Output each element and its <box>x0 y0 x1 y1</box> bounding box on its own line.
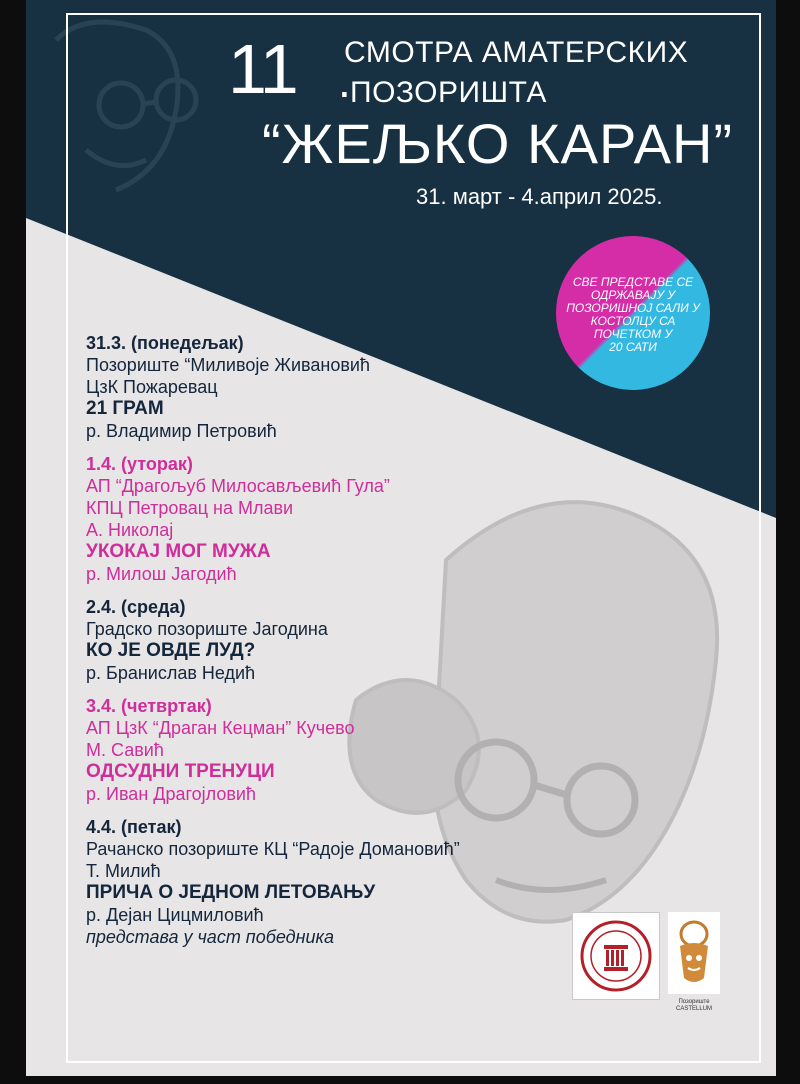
program-entry <box>86 453 606 585</box>
program-entry <box>86 695 606 805</box>
festival-title-line1: СМОТРА АМАТЕРСКИХ <box>344 36 689 69</box>
culture-centre-logo <box>572 912 660 1000</box>
entry-director: р. Милош Јагодић <box>86 564 237 584</box>
entry-date: 3.4. (четвртак) <box>86 696 212 716</box>
program-entry <box>86 332 606 442</box>
poster <box>26 0 776 1076</box>
entry-company: Позориште “Миливоје Живановић <box>86 355 370 375</box>
mask-figure-icon <box>668 912 720 994</box>
entry-play-title: УКОКАЈ МОГ МУЖА <box>86 541 271 562</box>
entry-company: Градско позориште Јагодина <box>86 619 328 639</box>
entry-director: р. Иван Драгојловић <box>86 784 256 804</box>
badge-line: ПОЗОРИШНОЈ САЛИ У <box>566 301 700 315</box>
badge-line: КОСТОЛЦУ СА <box>590 314 676 328</box>
entry-author: А. Николај <box>86 520 174 540</box>
badge-line: СВЕ ПРЕДСТАВЕ СЕ <box>572 275 694 289</box>
entry-play-title: ОДСУДНИ ТРЕНУЦИ <box>86 761 275 782</box>
entry-play-title: ПРИЧА О ЈЕДНОМ ЛЕТОВАЊУ <box>86 882 376 903</box>
festival-name: “ЖЕЉКО КАРАН” <box>262 112 734 175</box>
entry-author: Т. Милић <box>86 861 161 881</box>
program-list <box>86 332 606 959</box>
festival-number: 11 <box>228 30 297 108</box>
entry-director: р. Дејан Цицмиловић <box>86 905 264 925</box>
badge-line: ОДРЖАВАЈУ У <box>590 288 676 302</box>
entry-play-title: КО ЈЕ ОВДЕ ЛУД? <box>86 640 256 661</box>
theatre-caption-line1: Позориште <box>678 999 710 1005</box>
festival-title-line2: ПОЗОРИШТА <box>350 76 547 109</box>
entry-date: 2.4. (среда) <box>86 597 186 617</box>
theatre-logo-caption <box>664 999 724 1013</box>
columns-emblem-icon <box>573 913 659 999</box>
badge-line: 20 САТИ <box>609 340 657 354</box>
theatre-caption-line2: CASTELLUM <box>675 1006 712 1012</box>
entry-director: р. Владимир Петровић <box>86 421 277 441</box>
entry-date: 31.3. (понедељак) <box>86 333 244 353</box>
festival-dates: 31. март - 4.април 2025. <box>416 184 663 209</box>
entry-company: АП ЦзК “Драган Кецман” Кучево <box>86 718 355 738</box>
entry-director: р. Бранислав Недић <box>86 663 256 683</box>
entry-play-title: 21 ГРАМ <box>86 398 164 419</box>
badge-line: ПОЧЕТКОМ У <box>593 327 673 341</box>
program-entry <box>86 596 606 684</box>
entry-company: ЦзК Пожаревац <box>86 377 218 397</box>
entry-note: представа у част победника <box>86 927 335 947</box>
program-entry <box>86 816 606 948</box>
entry-company: КПЦ Петровац на Млави <box>86 498 294 518</box>
entry-author: М. Савић <box>86 740 164 760</box>
theatre-castellum-logo <box>668 912 720 994</box>
entry-company: АП “Драгољуб Милосављевић Гула” <box>86 476 390 496</box>
entry-date: 1.4. (уторак) <box>86 454 193 474</box>
entry-company: Рачанско позориште КЦ “Радоје Домановић” <box>86 839 460 859</box>
entry-date: 4.4. (петак) <box>86 817 182 837</box>
festival-number-dot: . <box>338 55 351 107</box>
